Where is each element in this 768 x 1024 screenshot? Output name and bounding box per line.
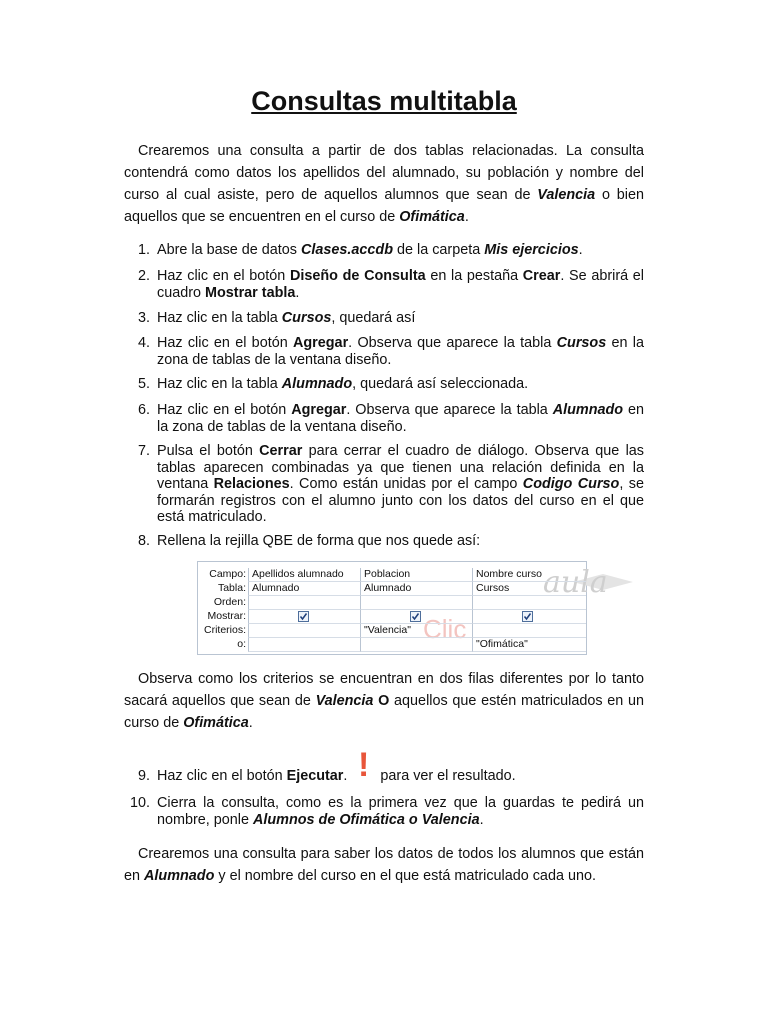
qbe-grid	[197, 561, 608, 655]
qbe-cell[interactable]	[248, 624, 360, 638]
qbe-cell	[472, 610, 586, 624]
watermark-clic: Clic	[423, 614, 467, 644]
page-title: Consultas multitabla	[251, 86, 517, 116]
qbe-cell[interactable]: "Valencia"	[360, 624, 472, 638]
show-checkbox[interactable]	[522, 611, 533, 622]
qbe-row-o: o: "Ofimática"	[198, 638, 586, 652]
qbe-row-mostrar: Mostrar:	[198, 610, 586, 624]
qbe-cell	[360, 610, 472, 624]
watermark-aula: aula	[543, 565, 608, 600]
qbe-cell[interactable]: Alumnado	[248, 582, 360, 596]
show-checkbox[interactable]	[298, 611, 309, 622]
qbe-row-tabla: Tabla: Alumnado Alumnado Cursos	[198, 582, 586, 596]
qbe-cell[interactable]	[360, 596, 472, 610]
intro-paragraph	[124, 140, 644, 228]
qbe-cell[interactable]	[248, 596, 360, 610]
qbe-row-campo: Campo: Apellidos alumnado Poblacion Nombre curso	[198, 568, 586, 582]
qbe-cell[interactable]: Cursos	[472, 582, 586, 596]
qbe-cell[interactable]: Poblacion	[360, 568, 472, 582]
observa-paragraph: Observa como los criterios se encuentran en dos filas diferentes por lo tanto sacará aquellos que sean de Valencia O aquellos que estén matriculados en un curso de Ofimática.	[124, 671, 644, 731]
intro-text-1: Crearemos una consulta a partir de dos tablas relacionadas. La consulta contendrá como datos los apellidos del alumnado, su población y nombre del curso al cual asiste, pero de aquellos alumnos que sean de	[124, 143, 644, 203]
run-exclamation-icon: !	[358, 746, 370, 784]
intro-text-2: o bien aquellos que se encuentren en el curso de	[124, 187, 644, 225]
qbe-cell[interactable]	[360, 638, 472, 652]
show-checkbox[interactable]	[410, 611, 421, 622]
intro-valencia: Valencia	[537, 187, 596, 203]
qbe-row-criterios: Criterios: "Valencia"	[198, 624, 586, 638]
qbe-cell[interactable]: Nombre curso	[472, 568, 586, 582]
qbe-cell[interactable]: Apellidos alumnado	[248, 568, 360, 582]
qbe-cell[interactable]	[472, 596, 586, 610]
qbe-cell[interactable]: Alumnado	[360, 582, 472, 596]
document-page: Consultas multitabla Crearemos una consulta a partir de dos tablas relacionadas. La consulta contendrá como datos los apellidos del alumnado, su población y nombre del curso al cual asiste, pero de aquellos alumnos que sean de Valencia o bien aquellos que se encuentren en el curso de Ofimática. 1. Abre la base de datos Clases.accdb de la carpeta Mis ejercicios. 2. Haz clic en el botón Diseño de Consulta en la pestaña Crear. Se abrirá el cuadro Mostrar tabla. 3. Haz clic en la tabla Cursos, quedará así 4. Haz clic en el botón Agregar. Observa que aparece la tabla Cursos en la zona de tablas de la ventana diseño. 5. Haz clic en la tabla Alumnado, quedará así seleccionada. 6. Haz clic en el botón Agregar. Observa que aparece la tabla Alumnado en la zona de tablas de la ventana diseño. 7. Pulsa el botón Cerrar para cerrar el cuadro de diálogo. Observa que las tablas aparecen combinadas ya que tienen una relación definida en la ventana Relaciones. Como están unidas por el campo Codigo Curso, se formarán registros con el alumno junto con los datos del curso en el que está matriculado. 8. Rellena la rejilla QBE de forma que nos quede así: aula Clic Campo: Apellidos alumnado Poblacion Nombre curso Tabla: Alumnado Alumnado Cursos Orden: Mostrar: Criterios: "Valencia" o: "Ofimática" Observa como los criterios se encuentran en dos filas diferentes por lo tanto sacará aquellos que sean de Valencia O aquellos que estén matriculados en un curso de Ofimática. 9. Haz clic en el botón Ejecutar. para ver el resultado. ! 10. Cierra la consulta, como es la primera vez que la guardas te pedirá un nombre, ponle Alumnos de Ofimática o Valencia. Crearemos una consulta para saber los datos de todos los alumnos que están en Alumnado y el nombre del curso en el que está matriculado cada uno.	[0, 0, 768, 1024]
qbe-cell[interactable]: "Ofimática"	[472, 638, 586, 652]
intro-text-3: .	[464, 209, 469, 225]
final-paragraph: Crearemos una consulta para saber los datos de todos los alumnos que están en Alumnado y el nombre del curso en el que está matriculado cada uno.	[124, 846, 644, 884]
qbe-cell	[248, 610, 360, 624]
qbe-cell[interactable]	[472, 624, 586, 638]
qbe-row-orden: Orden:	[198, 596, 586, 610]
intro-ofimatica: Ofimática	[399, 209, 465, 225]
qbe-cell[interactable]	[248, 638, 360, 652]
